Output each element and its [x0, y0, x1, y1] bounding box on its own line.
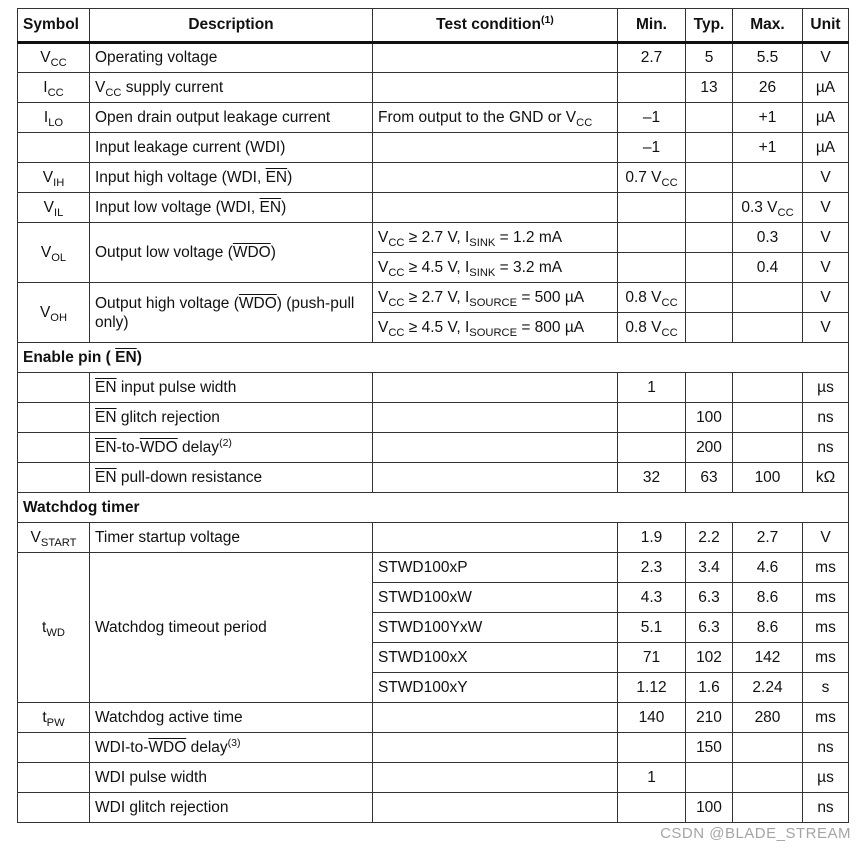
min-cell: 32: [618, 463, 686, 493]
table-row: [18, 553, 849, 583]
condition-cell: STWD100xW: [373, 583, 618, 613]
condition-cell: [373, 163, 618, 193]
condition-cell: [373, 403, 618, 433]
min-cell: 0.7 $V_{CC}$: [618, 163, 686, 193]
unit-cell: µs: [803, 763, 849, 793]
unit-cell: ns: [803, 793, 849, 823]
description-cell: $\overline{EN}$ glitch rejection: [90, 403, 373, 433]
max-cell: [733, 163, 803, 193]
description-cell: Input leakage current (WDI): [90, 133, 373, 163]
table-row: [18, 703, 849, 733]
condition-cell: [373, 73, 618, 103]
min-cell: [618, 253, 686, 283]
condition-cell: [373, 463, 618, 493]
min-cell: 71: [618, 643, 686, 673]
symbol-cell: [18, 373, 90, 403]
min-cell: 140: [618, 703, 686, 733]
description-cell: $\overline{EN}$ input pulse width: [90, 373, 373, 403]
table-row: [18, 163, 849, 193]
description-cell: Open drain output leakage current: [90, 103, 373, 133]
description-cell: $\overline{EN}-to-\overline{WDO}$ delay$^{(2)}$: [90, 433, 373, 463]
max-cell: [733, 403, 803, 433]
description-cell: WDI-$to-\overline{WDO}$ delay$^{(3)}$: [90, 733, 373, 763]
typ-cell: [686, 253, 733, 283]
unit-cell: ms: [803, 553, 849, 583]
description-cell: Timer startup voltage: [90, 523, 373, 553]
unit-cell: V: [803, 523, 849, 553]
table-row: [18, 223, 849, 253]
table-row: [18, 103, 849, 133]
typ-cell: [686, 133, 733, 163]
header-row: [18, 9, 849, 43]
symbol-cell: $V_{IL}$: [18, 193, 90, 223]
unit-cell: V: [803, 313, 849, 343]
unit-cell: V: [803, 223, 849, 253]
table-row: [18, 283, 849, 313]
typ-cell: [686, 163, 733, 193]
max-cell: 100: [733, 463, 803, 493]
min-cell: [618, 403, 686, 433]
symbol-cell: [18, 793, 90, 823]
description-cell: WDI pulse width: [90, 763, 373, 793]
typ-cell: 100: [686, 793, 733, 823]
max-cell: 2.24: [733, 673, 803, 703]
header-test-condition-label: Test condition: [436, 16, 541, 33]
typ-cell: [686, 313, 733, 343]
min-cell: 5.1: [618, 613, 686, 643]
unit-cell: ms: [803, 643, 849, 673]
symbol-cell: $I_{LO}$: [18, 103, 90, 133]
typ-cell: 6.3: [686, 583, 733, 613]
typ-cell: 210: [686, 703, 733, 733]
max-cell: [733, 763, 803, 793]
max-cell: 142: [733, 643, 803, 673]
condition-cell: STWD100xY: [373, 673, 618, 703]
symbol-cell: $t_{WD}$: [18, 553, 90, 703]
max-cell: 8.6: [733, 613, 803, 643]
max-cell: 2.7: [733, 523, 803, 553]
symbol-cell: $I_{CC}$: [18, 73, 90, 103]
min-cell: [618, 793, 686, 823]
max-cell: 8.6: [733, 583, 803, 613]
symbol-cell: [18, 433, 90, 463]
description-cell: Input high voltage (WDI, $\overline{EN}$): [90, 163, 373, 193]
typ-cell: [686, 283, 733, 313]
symbol-cell: [18, 733, 90, 763]
table-row: [18, 133, 849, 163]
description-cell: Watchdog active time: [90, 703, 373, 733]
min-cell: [618, 223, 686, 253]
typ-cell: 102: [686, 643, 733, 673]
max-cell: [733, 283, 803, 313]
unit-cell: s: [803, 673, 849, 703]
symbol-cell: $t_{PW}$: [18, 703, 90, 733]
description-cell: Operating voltage: [90, 43, 373, 73]
header-test-condition: [373, 9, 618, 43]
symbol-cell: $V_{OL}$: [18, 223, 90, 283]
symbol-cell: [18, 403, 90, 433]
table-row: [18, 733, 849, 763]
typ-cell: [686, 373, 733, 403]
table-row: [18, 463, 849, 493]
min-cell: [618, 193, 686, 223]
min-cell: –1: [618, 133, 686, 163]
typ-cell: [686, 193, 733, 223]
min-cell: 0.8 $V_{CC}$: [618, 283, 686, 313]
description-cell: Input low voltage (WDI, $\overline{EN}$): [90, 193, 373, 223]
typ-cell: 150: [686, 733, 733, 763]
table-row: [18, 523, 849, 553]
condition-cell: [373, 733, 618, 763]
condition-cell: [373, 43, 618, 73]
typ-cell: [686, 223, 733, 253]
typ-cell: 6.3: [686, 613, 733, 643]
condition-cell: [373, 373, 618, 403]
condition-cell: $V_{CC} \ge 2.7$ V, $I_{SOURCE} = 500$ µA: [373, 283, 618, 313]
unit-cell: ms: [803, 703, 849, 733]
min-cell: 1.9: [618, 523, 686, 553]
max-cell: +1: [733, 133, 803, 163]
unit-cell: ns: [803, 733, 849, 763]
symbol-cell: [18, 463, 90, 493]
header-min: Min.: [618, 9, 686, 43]
table-row: [18, 433, 849, 463]
condition-cell: $V_{CC} \ge 2.7$ V, $I_{SINK} = 1.2$ mA: [373, 223, 618, 253]
electrical-characteristics-table: [17, 8, 849, 823]
max-cell: [733, 313, 803, 343]
unit-cell: V: [803, 253, 849, 283]
unit-cell: V: [803, 43, 849, 73]
unit-cell: ns: [803, 403, 849, 433]
typ-cell: 5: [686, 43, 733, 73]
max-cell: [733, 373, 803, 403]
min-cell: 2.7: [618, 43, 686, 73]
typ-cell: 200: [686, 433, 733, 463]
typ-cell: 100: [686, 403, 733, 433]
symbol-cell: $V_{OH}$: [18, 283, 90, 343]
typ-cell: 2.2: [686, 523, 733, 553]
description-cell: Watchdog timeout period: [90, 553, 373, 703]
typ-cell: [686, 763, 733, 793]
table-row: [18, 193, 849, 223]
unit-cell: V: [803, 283, 849, 313]
max-cell: 0.3 $V_{CC}$: [733, 193, 803, 223]
condition-cell: [373, 523, 618, 553]
condition-cell: STWD100YxW: [373, 613, 618, 643]
unit-cell: kΩ: [803, 463, 849, 493]
min-cell: 1: [618, 373, 686, 403]
typ-cell: 63: [686, 463, 733, 493]
section-title: Watchdog timer: [18, 493, 849, 523]
max-cell: 0.4: [733, 253, 803, 283]
typ-cell: 1.6: [686, 673, 733, 703]
max-cell: [733, 793, 803, 823]
typ-cell: 13: [686, 73, 733, 103]
symbol-cell: $V_{IH}$: [18, 163, 90, 193]
unit-cell: µA: [803, 103, 849, 133]
condition-cell: [373, 793, 618, 823]
condition-cell: [373, 763, 618, 793]
max-cell: +1: [733, 103, 803, 133]
header-symbol: Symbol: [18, 9, 90, 43]
max-cell: 5.5: [733, 43, 803, 73]
table-row: [18, 43, 849, 73]
min-cell: 1.12: [618, 673, 686, 703]
unit-cell: µs: [803, 373, 849, 403]
condition-cell: STWD100xX: [373, 643, 618, 673]
description-cell: $\overline{EN}$ pull-down resistance: [90, 463, 373, 493]
footnote-ref: (1): [540, 14, 554, 27]
condition-cell: [373, 703, 618, 733]
typ-cell: 3.4: [686, 553, 733, 583]
symbol-cell: [18, 763, 90, 793]
typ-cell: [686, 103, 733, 133]
header-unit: Unit: [803, 9, 849, 43]
table-row: [18, 73, 849, 103]
condition-cell: $V_{CC} \ge 4.5$ V, $I_{SINK} = 3.2$ mA: [373, 253, 618, 283]
condition-cell: STWD100xP: [373, 553, 618, 583]
table-row: [18, 403, 849, 433]
unit-cell: ns: [803, 433, 849, 463]
min-cell: –1: [618, 103, 686, 133]
table-row: [18, 793, 849, 823]
symbol-cell: [18, 133, 90, 163]
max-cell: [733, 433, 803, 463]
unit-cell: µA: [803, 133, 849, 163]
symbol-cell: $V_{START}$: [18, 523, 90, 553]
description-cell: WDI glitch rejection: [90, 793, 373, 823]
min-cell: [618, 433, 686, 463]
condition-cell: [373, 133, 618, 163]
table-row: [18, 373, 849, 403]
min-cell: 1: [618, 763, 686, 793]
min-cell: 4.3: [618, 583, 686, 613]
unit-cell: V: [803, 163, 849, 193]
condition-cell: [373, 433, 618, 463]
header-typ: Typ.: [686, 9, 733, 43]
min-cell: [618, 733, 686, 763]
condition-cell: From output to the GND or $V_{CC}$: [373, 103, 618, 133]
unit-cell: ms: [803, 613, 849, 643]
description-cell: Output high voltage $(\overline{WDO})$ (push-pull only): [90, 283, 373, 343]
description-cell: Output low voltage $(\overline{WDO})$: [90, 223, 373, 283]
header-description: Description: [90, 9, 373, 43]
section-header-watchdog: [18, 493, 849, 523]
table-row: [18, 763, 849, 793]
unit-cell: ms: [803, 583, 849, 613]
min-cell: 2.3: [618, 553, 686, 583]
condition-cell: $V_{CC} \ge 4.5$ V, $I_{SOURCE} = 800$ µA: [373, 313, 618, 343]
section-header-enable: [18, 343, 849, 373]
section-title: Enable pin ( $\overline{EN}$): [18, 343, 849, 373]
header-max: Max.: [733, 9, 803, 43]
description-cell: $V_{CC}$ supply current: [90, 73, 373, 103]
unit-cell: µA: [803, 73, 849, 103]
min-cell: 0.8 $V_{CC}$: [618, 313, 686, 343]
max-cell: 26: [733, 73, 803, 103]
condition-cell: [373, 193, 618, 223]
max-cell: 0.3: [733, 223, 803, 253]
max-cell: 280: [733, 703, 803, 733]
symbol-cell: $V_{CC}$: [18, 43, 90, 73]
unit-cell: V: [803, 193, 849, 223]
min-cell: [618, 73, 686, 103]
watermark: CSDN @BLADE_STREAM: [660, 825, 851, 842]
max-cell: 4.6: [733, 553, 803, 583]
max-cell: [733, 733, 803, 763]
